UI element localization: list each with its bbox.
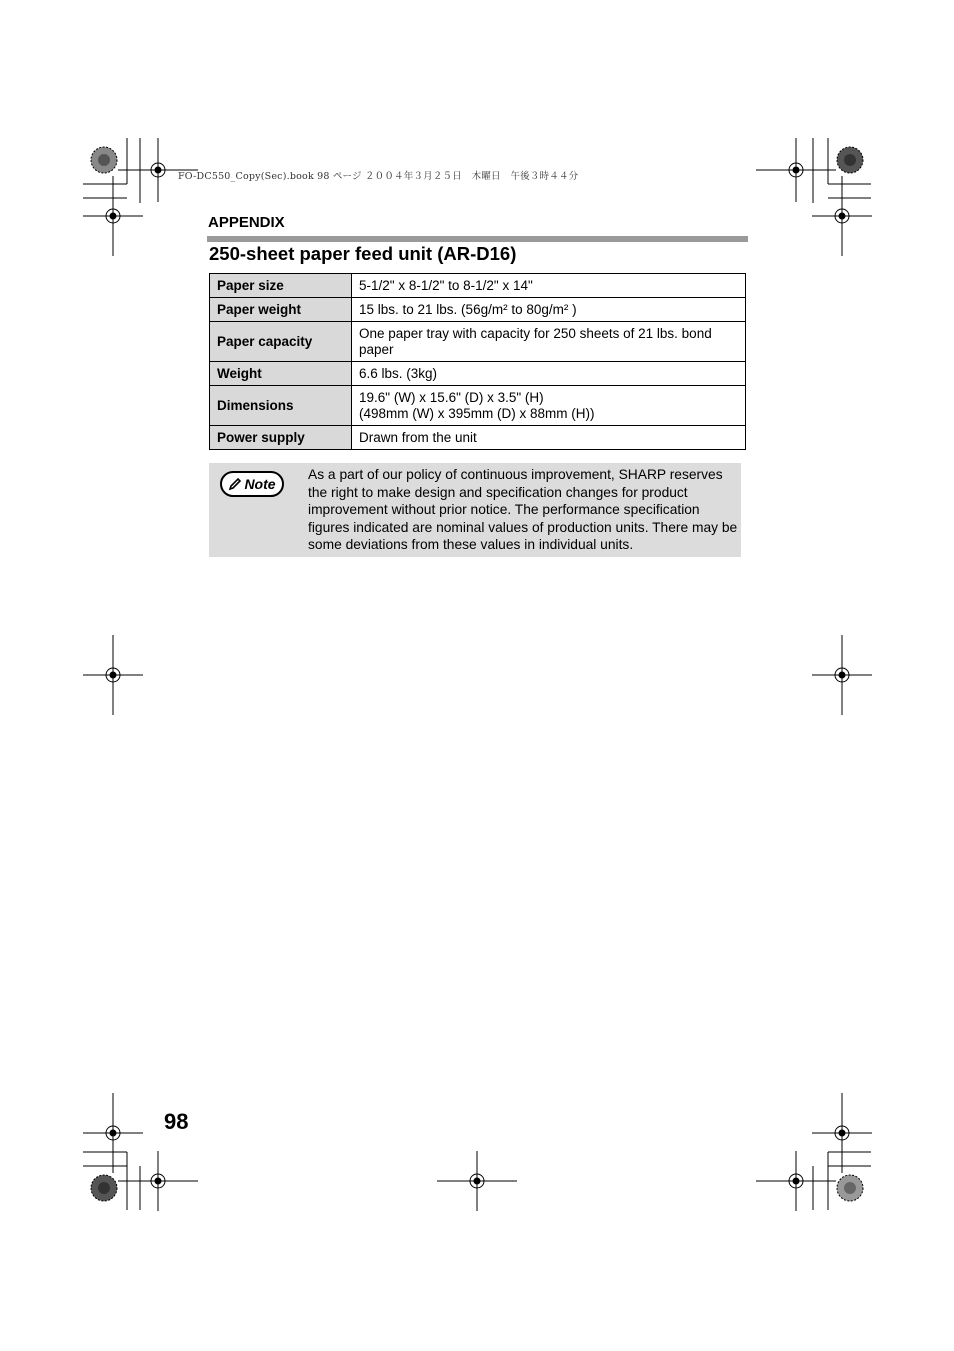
spec-label: Dimensions [210, 386, 352, 426]
note-box [209, 463, 741, 557]
spec-value: 5-1/2" x 8-1/2" to 8-1/2" x 14" [352, 274, 746, 298]
spec-value: One paper tray with capacity for 250 sheets of 21 lbs. bond paper [352, 322, 746, 362]
spec-value: Drawn from the unit [352, 426, 746, 450]
page-title: 250-sheet paper feed unit (AR-D16) [209, 243, 517, 264]
spec-label: Paper capacity [210, 322, 352, 362]
page-number: 98 [164, 1109, 189, 1134]
spec-value-line: 19.6" (W) x 15.6" (D) x 3.5" (H) [359, 389, 544, 405]
spec-table [209, 273, 746, 450]
spec-value: 15 lbs. to 21 lbs. (56g/m² to 80g/m² ) [352, 298, 746, 322]
print-header: FO-DC550_Copy(Sec).book 98 ページ ２００４年３月２５日 木曜日 午後３時４４分 [178, 171, 579, 182]
spec-label: Weight [210, 362, 352, 386]
spec-value [352, 386, 746, 426]
table-row [210, 386, 746, 426]
spec-value: 6.6 lbs. (3kg) [352, 362, 746, 386]
table-row [210, 322, 746, 362]
table-row [210, 274, 746, 298]
note-text: As a part of our policy of continuous improvement, SHARP reserves the right to make design and specification changes for product improvement without prior notice. The performance specification figures indicated are nominal values of production units. There may be some deviations from these values in individual units. [308, 467, 738, 553]
spec-label: Paper weight [210, 298, 352, 322]
table-row [210, 362, 746, 386]
note-badge-label: Note [244, 476, 276, 492]
section-label: APPENDIX [208, 214, 285, 231]
spec-label: Power supply [210, 426, 352, 450]
note-badge [220, 471, 284, 497]
table-row [210, 298, 746, 322]
pencil-icon [228, 477, 242, 491]
header-rule [207, 236, 748, 242]
spec-value-line: (498mm (W) x 395mm (D) x 88mm (H)) [359, 405, 595, 421]
table-row [210, 426, 746, 450]
spec-label: Paper size [210, 274, 352, 298]
